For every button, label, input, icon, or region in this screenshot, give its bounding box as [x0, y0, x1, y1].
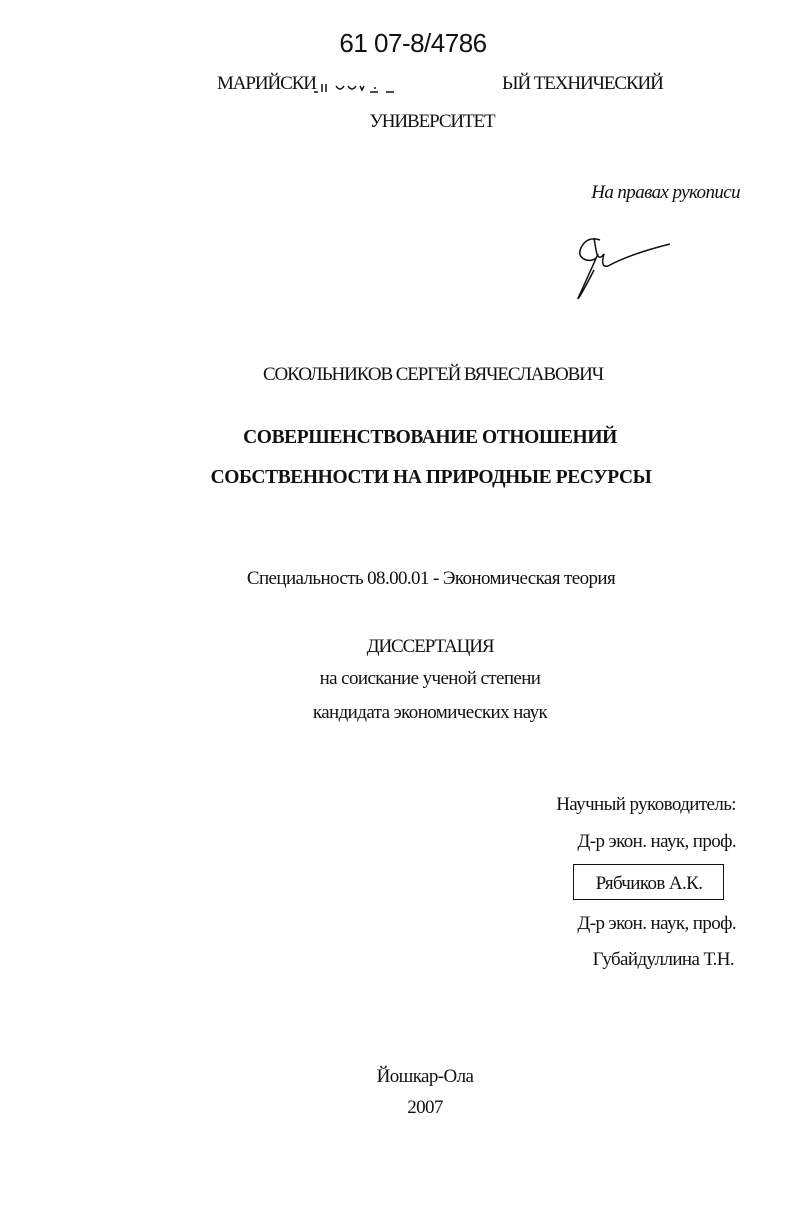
- title-line1: СОВЕРШЕНСТВОВАНИЕ ОТНОШЕНИЙ: [243, 427, 617, 448]
- supervisor1-degree: Д-р экон. наук, проф.: [577, 831, 736, 852]
- year: 2007: [407, 1097, 443, 1118]
- author-name: СОКОЛЬНИКОВ СЕРГЕЙ ВЯЧЕСЛАВОВИЧ: [262, 364, 604, 385]
- supervisor2-name: Губайдуллина Т.Н.: [592, 949, 734, 970]
- author-signature: [570, 232, 680, 312]
- specialty: Специальность 08.00.01 - Экономическая теория: [246, 568, 616, 589]
- work-type-line1: на соискание ученой степени: [319, 668, 541, 689]
- work-type-line2: кандидата экономических наук: [312, 702, 548, 723]
- title-line2: СОБСТВЕННОСТИ НА ПРИРОДНЫЕ РЕСУРСЫ: [210, 467, 652, 488]
- obscured-text-fragment: [312, 80, 412, 94]
- university-line1-right: ЫЙ ТЕХНИЧЕСКИЙ: [502, 73, 663, 94]
- university-line1-left: МАРИЙСКИ: [217, 73, 316, 94]
- registry-number: 61 07-8/4786: [339, 28, 487, 58]
- supervisor-label: Научный руководитель:: [556, 794, 736, 815]
- city: Йошкар-Ола: [376, 1066, 474, 1087]
- supervisor2-degree: Д-р экон. наук, проф.: [577, 913, 736, 934]
- supervisor1-name: Рябчиков А.К.: [595, 873, 703, 894]
- university-line2: УНИВЕРСИТЕТ: [369, 111, 495, 132]
- manuscript-note: На правах рукописи: [591, 182, 740, 203]
- work-type-heading: ДИССЕРТАЦИЯ: [366, 636, 494, 657]
